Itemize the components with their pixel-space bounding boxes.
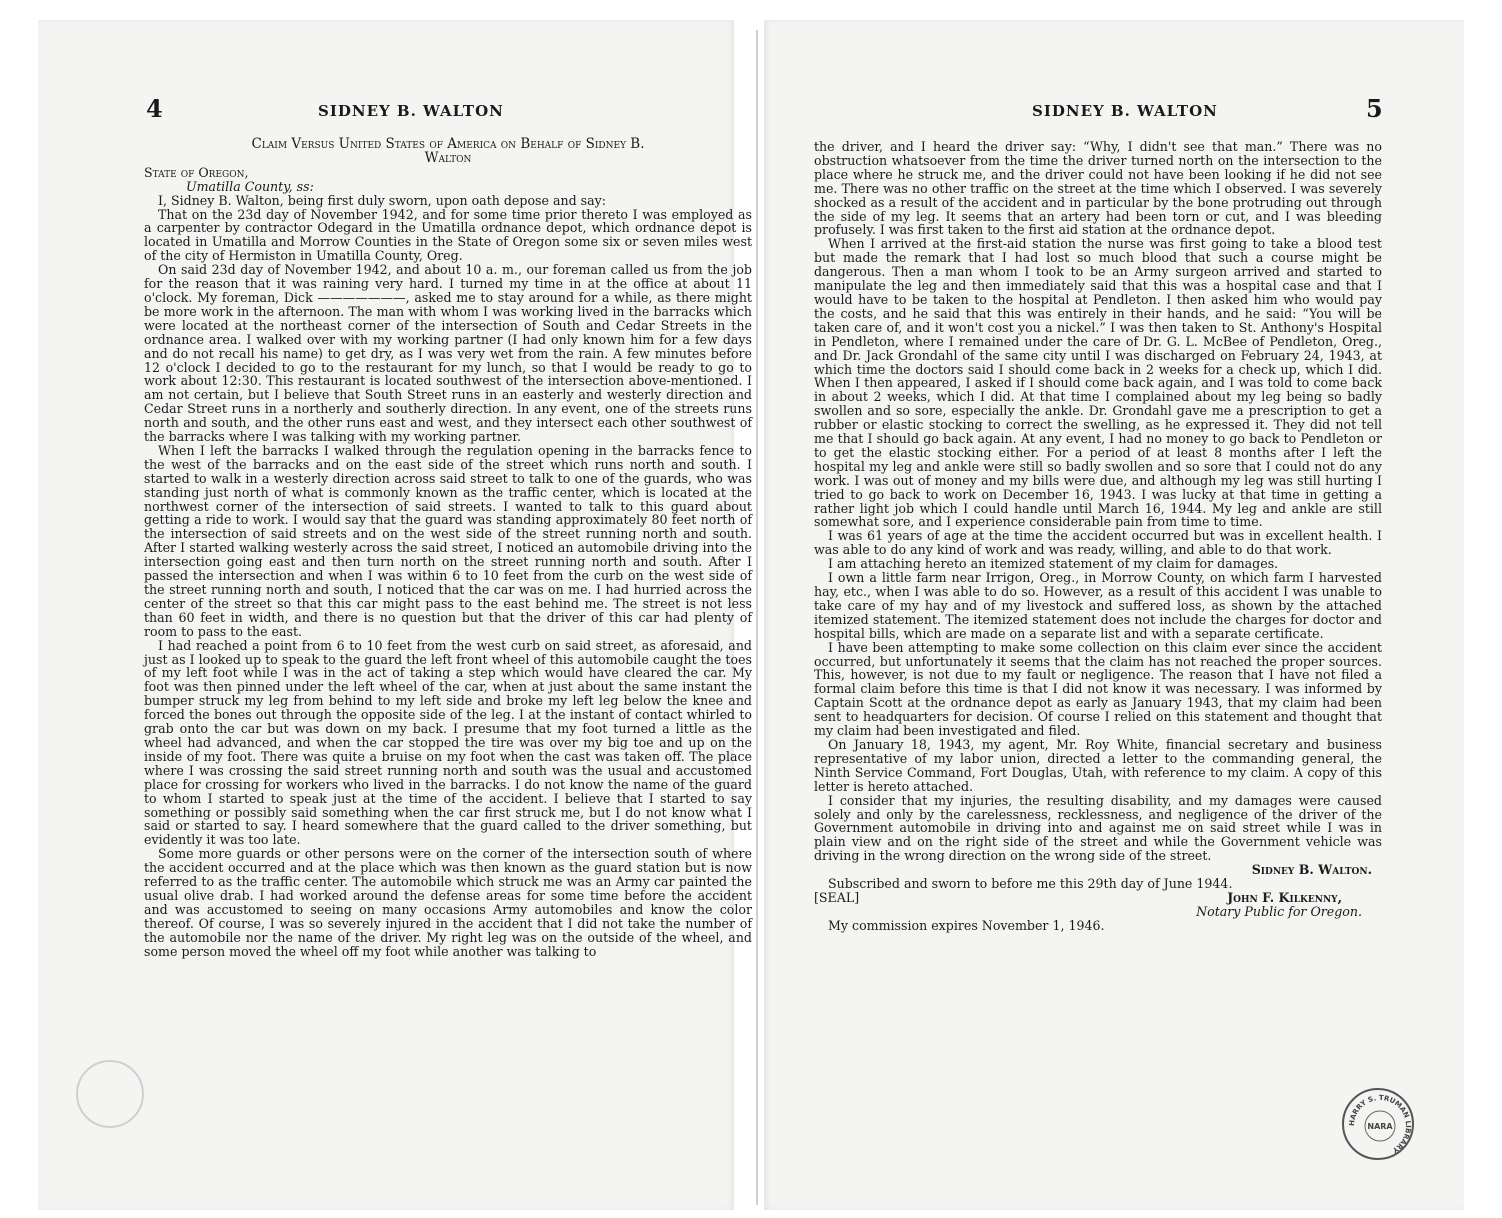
- notary-name: John F. Kilkenny,: [1227, 889, 1342, 905]
- notary-title: Notary Public for Oregon.: [1196, 903, 1362, 919]
- claim-title-line2: Walton: [424, 149, 472, 166]
- stamp-ring-text: HARRY S. TRUMAN LIBRARY: [1347, 1093, 1413, 1155]
- faint-stamp-icon: [76, 1060, 144, 1128]
- stamp-center-text: NARA: [1367, 1122, 1393, 1131]
- paragraph: I own a little farm near Irrigon, Oreg., in Morrow County, on which farm I harvested hay, etc., when I was able to do so. However, as a result of this accident I was unable to take care of my hay and of my livestock and suffered loss, as shown by the attached itemized statement. The itemized statement does not include the charges for doctor and hospital bills, which are made on a separate list and with a separate certificate.: [814, 570, 1382, 641]
- paragraph: On said 23d day of November 1942, and about 10 a. m., our foreman called us from the job for the reason that it was raining very hard. I turned my time in at the office at about 11 o'clock. My foreman, Dick ———————, asked me to stay around for a while, as there might be more work in the afternoon. The man with whom I was working lived in the barracks which were located at the northeast corner of the intersection of South and Cedar Streets in the ordnance area. I walked over with my working partner (I had only known him for a few days and do not recall his name) to get dry, as I was very wet from the rain. A few minutes before 12 o'clock I decided to go to the restaurant for my lunch, so that I would be ready to go to work about 12:30. This restaurant is located southwest of the intersection above-mentioned. I am not certain, but I believe that South Street runs in an easterly and westerly direction and Cedar Street runs in a northerly and southerly direction. In any event, one of the streets runs north and south, and the other runs east and west, and they intersect each other southwest of the barracks where I was talking with my working partner.: [144, 262, 752, 445]
- paragraph: I, Sidney B. Walton, being first duly sworn, upon oath depose and say:: [158, 192, 606, 208]
- gutter-shadow: [756, 30, 758, 1205]
- claim-title-line1: Claim Versus United States of America on Behalf of Sidney B.: [251, 136, 645, 152]
- right-page: [764, 20, 1464, 1210]
- affiant-signature: Sidney B. Walton.: [1251, 862, 1372, 878]
- running-header: SIDNEY B. WALTON: [1032, 102, 1218, 120]
- venue-state: State of Oregon,: [144, 164, 249, 180]
- paragraph: When I left the barracks I walked through the regulation opening in the barracks fence to the west of the barracks and on the east side of the street which runs north and south. I started to walk in a westerly direction across said street to talk to one of the guards, who was standing just north of what is commonly known as the traffic center, which is located at the northwest corner of the intersection of said streets. I wanted to talk to this guard about getting a ride to work. I would say that the guard was standing approximately 80 feet north of the intersection of said streets and on the west side of the street running north and south. After I started walking westerly across the said street, I noticed an automobile driving into the intersection going east and then turn north on the street running north and south. After I passed the intersection and when I was within 6 to 10 feet from the curb on the west side of the street running north and south, I noticed that the car was on me. I had hurried across the center of the street so that this car might pass to the east behind me. The street is not less than 60 feet in width, and there is no question but that the driver of this car had plenty of room to pass to the east.: [144, 442, 752, 639]
- library-stamp-icon: [1342, 1088, 1414, 1160]
- right-page-body: [814, 140, 1382, 933]
- left-page: [38, 20, 752, 1210]
- paragraph: the driver, and I heard the driver say: “Why, I didn't see that man.” There was no obstruction whatsoever from the time the driver turned north on the intersection to the place where he struck me, and the driver could not have been looking if he did not see me. There was no other traffic on the street at the time which I observed. I was severely shocked as a result of the accident and in particular by the bone protruding out through the side of my leg. It seems that an artery had been torn or cut, and I was bleeding profusely. I was first taken to the first aid station at the ordnance depot.: [814, 139, 1382, 238]
- commission-expiry: My commission expires November 1, 1946.: [828, 917, 1105, 933]
- paragraph: That on the 23d day of November 1942, and for some time prior thereto I was employed as a carpenter by contractor Odegard in the Umatilla ordnance depot, which ordnance depot is located in Umatilla and Morrow Counties in the State of Oregon some six or seven miles west of the city of Hermiston in Umatilla County, Oreg.: [144, 206, 752, 264]
- page-number: 4: [146, 94, 163, 123]
- running-header: SIDNEY B. WALTON: [318, 102, 504, 120]
- jurat-line: Subscribed and sworn to before me this 29th day of June 1944.: [828, 876, 1233, 892]
- left-page-body: [144, 138, 752, 958]
- page-number: 5: [1366, 94, 1383, 123]
- paragraph: I consider that my injuries, the resulting disability, and my damages were caused solely and only by the carelessness, recklessness, and negligence of the driver of the Government automobile in driving into and against me on said street while I was in plain view and on the right side of the street and while the Government vehicle was driving in the wrong direction on the wrong side of the street.: [814, 792, 1382, 864]
- paragraph: I was 61 years of age at the time the accident occurred but was in excellent health. I was able to do any kind of work and was ready, willing, and able to do that work.: [814, 528, 1382, 558]
- paragraph: I am attaching hereto an itemized statement of my claim for damages.: [828, 556, 1279, 572]
- venue-county: Umatilla County, ss:: [186, 178, 314, 194]
- paragraph: Some more guards or other persons were on the corner of the intersection south of where the accident occurred and at the place which was then known as the guard station but is now referred to as the traffic center. The automobile which struck me was an Army car painted the usual olive drab. I had worked around the defense areas for some time before the accident and was accustomed to seeing on many occasions Army automobiles and know the color thereof. Of course, I was so severely injured in the accident that I did not take the number of the automobile nor the name of the driver. My right leg was on the outside of the wheel, and some person moved the wheel off my foot while another was talking to: [144, 846, 752, 959]
- paragraph: On January 18, 1943, my agent, Mr. Roy White, financial secretary and business representative of my labor union, directed a letter to the commanding general, the Ninth Service Command, Fort Douglas, Utah, with reference to my claim. A copy of this letter is hereto attached.: [814, 736, 1382, 794]
- seal-label: [SEAL]: [814, 889, 860, 905]
- paragraph: I have been attempting to make some collection on this claim ever since the accident occurred, but unfortunately it seems that the claim has not reached the proper sources. This, however, is not due to my fault or negligence. The reason that I have not filed a formal claim before this time is that I did not know it was necessary. I was informed by Captain Scott at the ordnance depot as early as January 1943, that my claim had been sent to headquarters for decision. Of course I relied on this statement and thought that my claim had been investigated and filed.: [814, 639, 1382, 739]
- paragraph: When I arrived at the first-aid station the nurse was first going to take a blood test but made the remark that I had lost so much blood that such a course might be dangerous. Then a man whom I took to be an Army surgeon arrived and started to manipulate the leg and then immediately said that this was a hospital case and that I would have to be taken to the hospital at Pendleton. I then asked him who would pay the costs, and he said that this was entirely in their hands, and he said: “You will be taken care of, and it won't cost you a nickel.” I was then taken to St. Anthony's Hospital in Pendleton, where I remained under the care of Dr. G. L. McBee of Pendleton, Oreg., and Dr. Jack Grondahl of the same city until I was discharged on February 24, 1943, at which time the doctors said I should come back in 2 weeks for a check up, which I did. When I then appeared, I asked if I should come back again, and I was told to come back in about 2 weeks, which I did. At that time I complained about my leg being so badly swollen and so sore, especially the ankle. Dr. Grondahl gave me a prescription to get a rubber or elastic stocking to correct the swelling, as he expressed it. They did not tell me that I should go back again. At any event, I had no money to go back to Pendleton or to get the elastic stocking either. For a period of at least 8 months after I left the hospital my leg and ankle were still so badly swollen and so sore that I could not do any work. I was out of money and my bills were due, and although my leg was still hurting I tried to go back to work on December 16, 1943. I was lucky at that time in getting a rather light job which I could handle until March 16, 1944. My leg and ankle are still somewhat sore, and I experience considerable pain from time to time.: [814, 236, 1382, 530]
- seal-row: [814, 891, 1382, 905]
- paragraph: I had reached a point from 6 to 10 feet from the west curb on said street, as aforesaid, and just as I looked up to speak to the guard the left front wheel of this automobile caught the toes of my left foot while I was in the act of taking a step which would have cleared the car. My foot was then pinned under the left wheel of the car, when at just about the same instant the bumper struck my leg from behind to my left side and broke my left leg below the knee and forced the bones out through the opposite side of the leg. I at the instant of contact whirled to grab onto the car but was down on my back. I presume that my foot turned a little as the wheel had advanced, and when the car stopped the tire was over my big toe and up on the inside of my foot. There was quite a bruise on my foot when the cast was taken off. The place where I was crossing the said street running north and south was the usual and accustomed place for crossing for workers who lived in the barracks. I do not know the name of the guard to whom I started to speak just at the time of the accident. I believe that I started to say something or possibly said something when the car first struck me, but I do not know what I said or started to say. I heard somewhere that the guard called to the driver something, but evidently it was too late.: [144, 637, 752, 848]
